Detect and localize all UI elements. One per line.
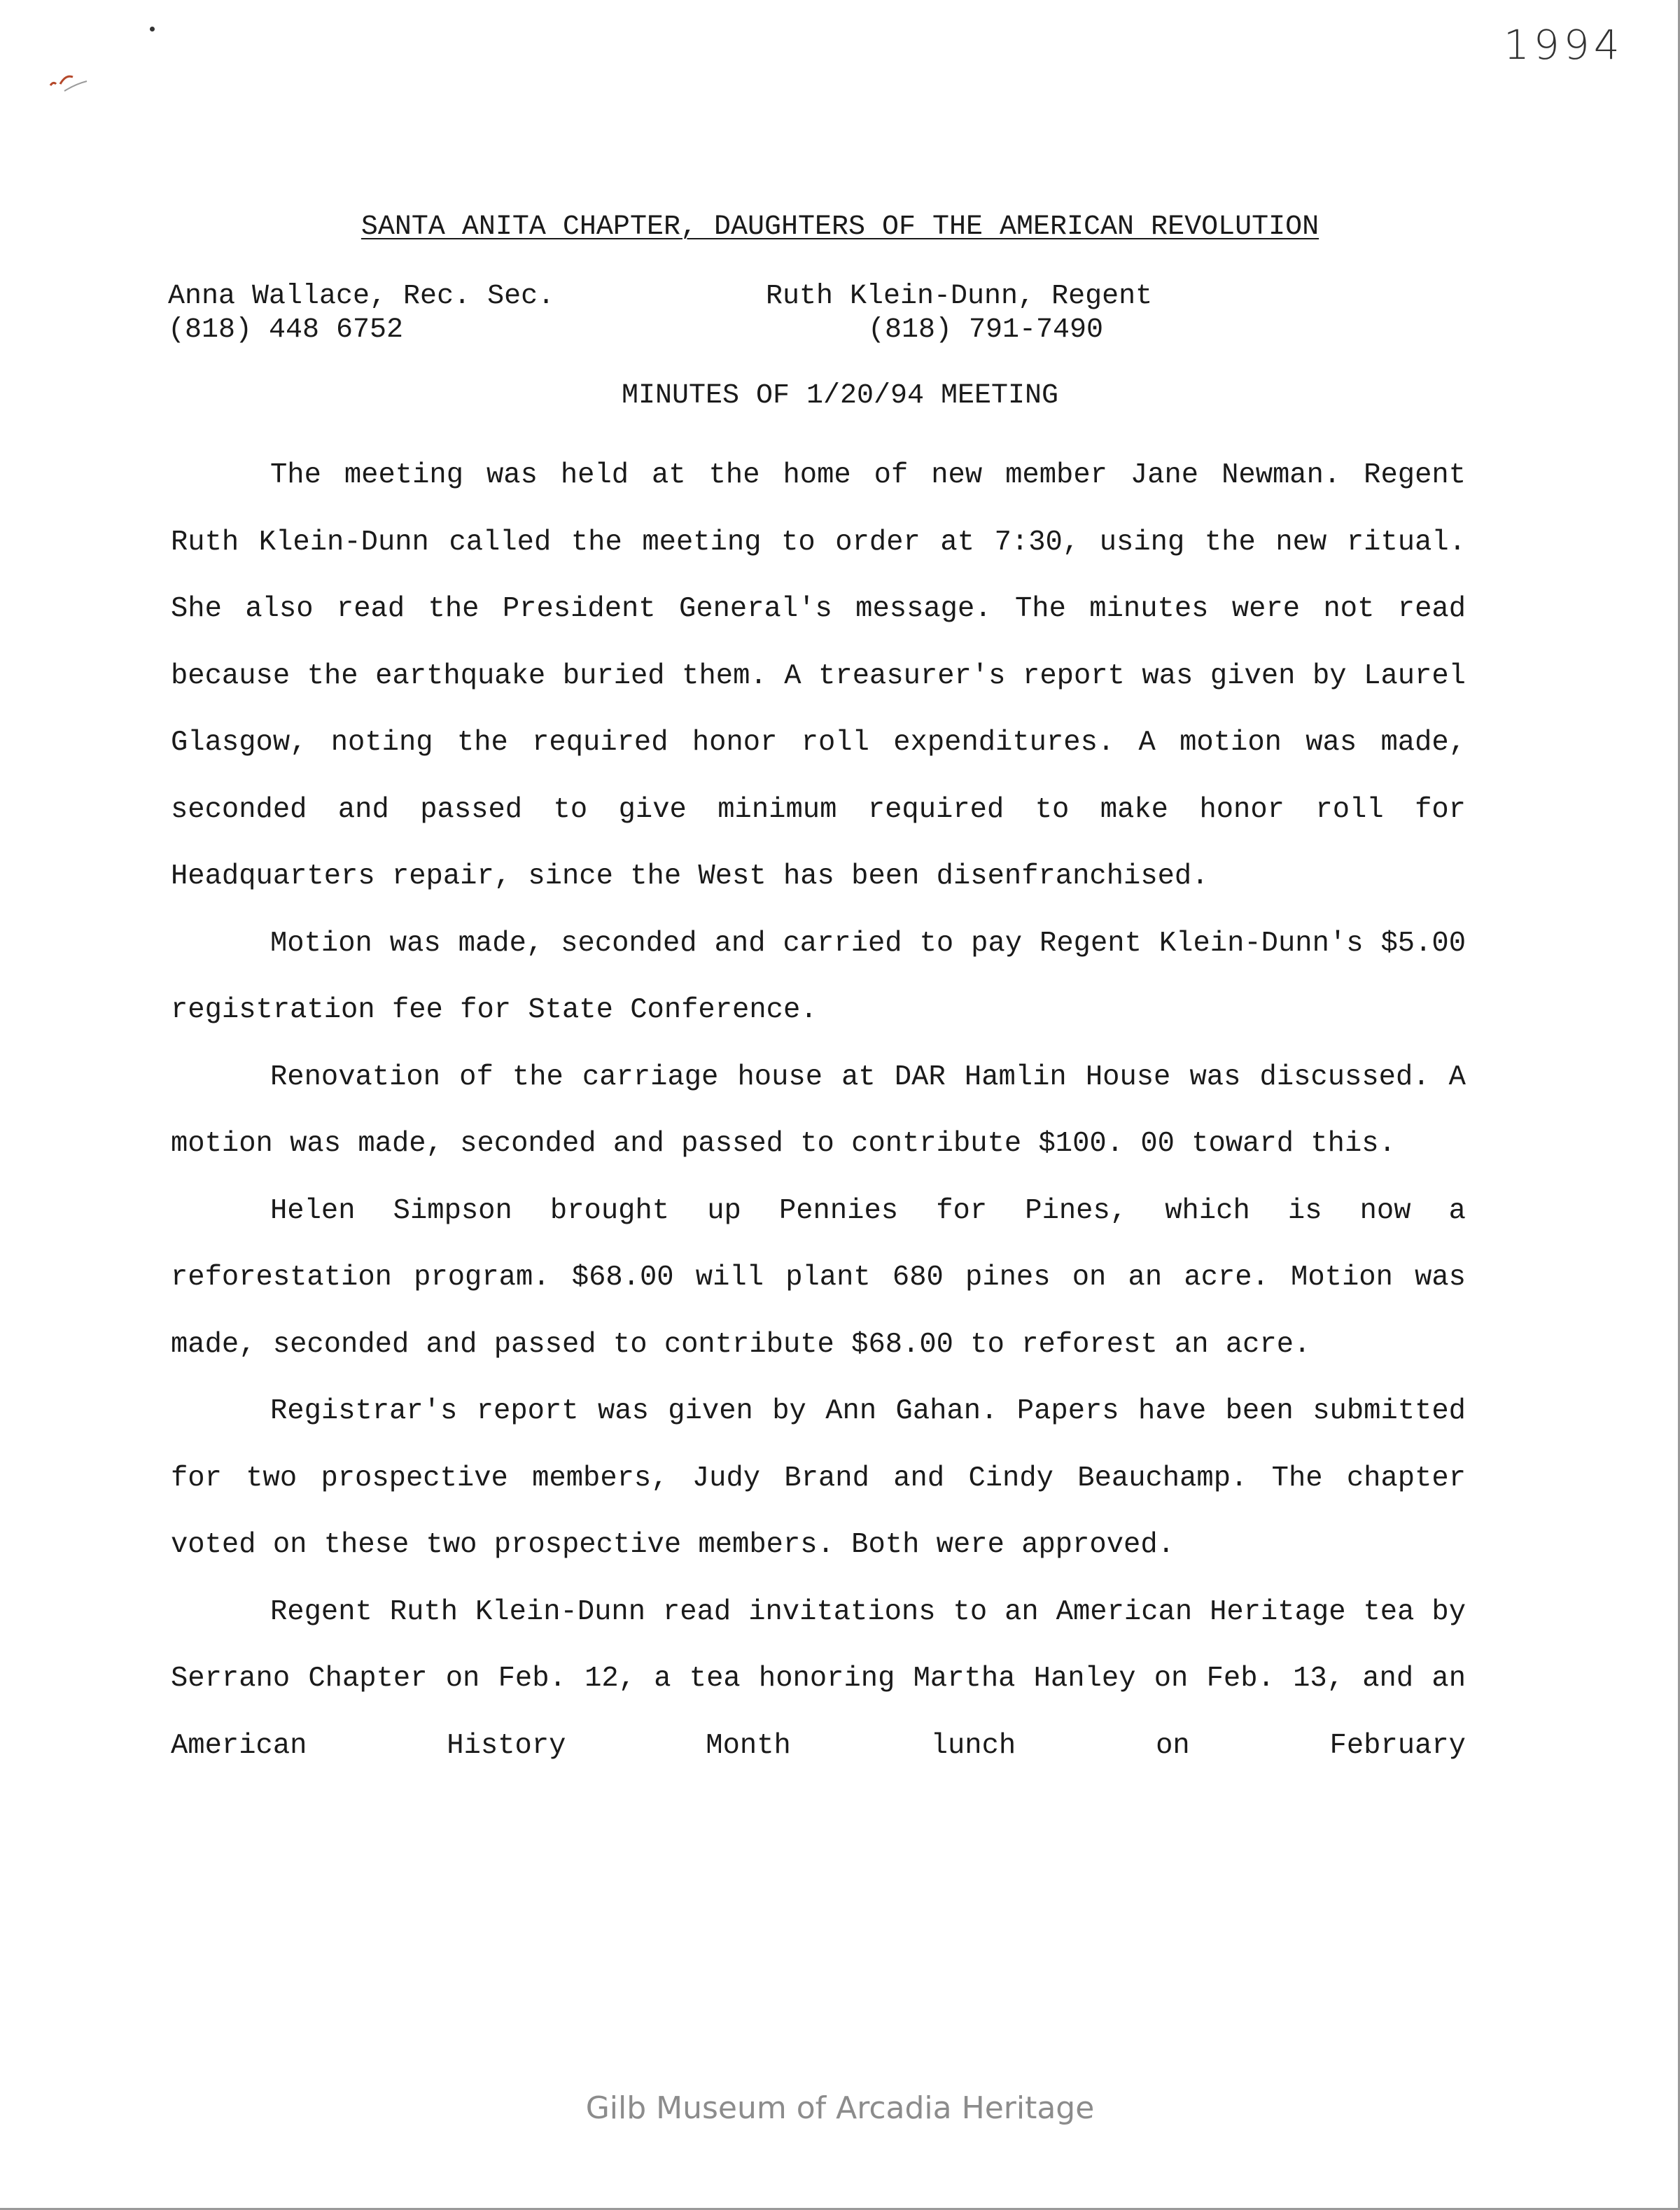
paragraph-pennies-for-pines: Helen Simpson brought up Pennies for Pines, which is now a reforestation program. $68.00 will plant 680 pines on an acre. Motion was made, seconded and passed to contribute $68.00 to reforest an acre. [171,1194,1466,1361]
handwritten-year: 1994 [1504,21,1624,69]
secretary-name: Anna Wallace, Rec. Sec. [168,281,555,312]
ink-dot-mark [150,27,155,32]
paragraph-invitations: Regent Ruth Klein-Dunn read invitations to an American Heritage tea by Serrano Chapter on Feb. 12, a tea honoring Martha Hanley on Feb. 13, and an American History Month lunch on February [171,1595,1466,1762]
museum-watermark: Gilb Museum of Arcadia Heritage [585,2090,1095,2126]
paragraph-registrar-report: Registrar's report was given by Ann Gahan. Papers have been submitted for two prospective members, Judy Brand and Cindy Beauchamp. The chapter voted on these two prospective members. Both were approved. [171,1395,1466,1561]
regent-phone: (818) 791-7490 [868,314,1104,346]
paragraph-carriage-house: Renovation of the carriage house at DAR Hamlin House was discussed. A motion was made, seconded and passed to contribute $100. 00 toward this. [171,1061,1466,1160]
regent-block [766,280,1152,347]
corner-pen-mark [43,63,106,98]
regent-name: Ruth Klein-Dunn, Regent [766,281,1153,312]
minutes-title: MINUTES OF 1/20/94 MEETING [621,380,1059,412]
chapter-title: SANTA ANITA CHAPTER, DAUGHTERS OF THE AMERICAN REVOLUTION [360,211,1320,243]
recording-secretary-block [168,280,554,347]
paragraph-registration-fee: Motion was made, seconded and carried to pay Regent Klein-Dunn's $5.00 registration fee for State Conference. [171,927,1466,1026]
paragraph-meeting-opening: The meeting was held at the home of new member Jane Newman. Regent Ruth Klein-Dunn called the meeting to order at 7:30, using the new ritual. She also read the President General's message. The minutes were not read because the earthquake buried them. A treasurer's report was given by Laurel Glasgow, noting the required honor roll expenditures. A motion was made, seconded and passed to give minimum required to make honor roll for Headquarters repair, since the West has been disenfranchised. [171,459,1466,893]
secretary-phone: (818) 448 6752 [168,314,404,346]
minutes-body [171,442,1466,1779]
